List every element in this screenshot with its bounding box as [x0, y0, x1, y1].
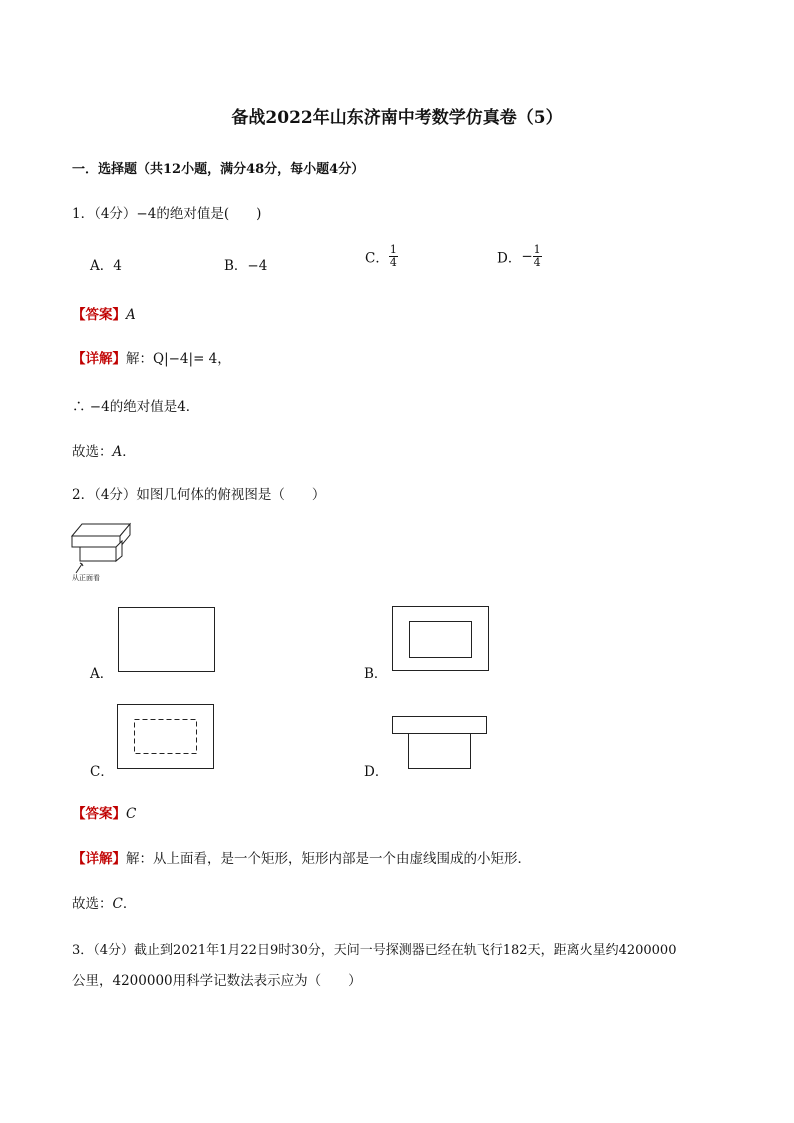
q2-detail — [72, 847, 531, 867]
q2-option-a-figure — [118, 607, 216, 673]
q1-option-a-text: 4 — [113, 258, 122, 274]
q1-option-d-numerator: 1 — [533, 243, 541, 256]
q1-option-b — [224, 254, 267, 274]
q2-figure-caption: 从正面看 — [72, 574, 100, 582]
q1-choose-prefix: 故选： — [72, 444, 113, 460]
q2-detail-label: 【详解】 — [72, 851, 126, 867]
q1-option-d-denominator: 4 — [533, 256, 541, 269]
q1-detail — [72, 347, 231, 367]
q3-stem-line1: 3．（4分）截止到2021年1月22日9时30分，天问一号探测器已经在轨飞行182天，距离火星约4200000 — [72, 943, 677, 958]
q1-option-d-sign: − — [521, 248, 533, 265]
q2-solid-figure — [70, 521, 134, 581]
q1-option-b-text: −4 — [247, 258, 268, 274]
section-heading: 一．选择题（共12小题，满分48分，每小题4分） — [72, 162, 365, 177]
q2-option-d-label: D． — [364, 764, 389, 780]
q1-therefore: ∴ −4的绝对值是4． — [72, 399, 200, 415]
q1-option-c-label: C． — [365, 250, 389, 267]
q2-option-b-figure — [392, 606, 490, 672]
q1-stem: 1．（4分）−4的绝对值是( ) — [72, 206, 262, 222]
q2-option-d-figure — [392, 716, 490, 772]
q2-answer — [72, 802, 136, 822]
q1-option-c-fraction — [389, 244, 398, 269]
q2-option-c-label: C． — [90, 764, 114, 780]
q1-answer-label: 【答案】 — [72, 307, 126, 323]
q1-option-c-numerator: 1 — [389, 243, 397, 256]
page-title: 备战2022年山东济南中考数学仿真卷（5） — [231, 108, 563, 128]
q2-option-b-label: B． — [364, 666, 388, 682]
q1-choose — [72, 440, 136, 460]
q1-option-d-label: D． — [497, 250, 522, 267]
q2-stem: 2．（4分）如图几何体的俯视图是（ ） — [72, 487, 326, 503]
q1-choose-value: A — [112, 444, 123, 460]
q2-choose-prefix: 故选： — [72, 896, 113, 912]
q1-option-a — [90, 254, 122, 274]
q2-option-c-figure — [117, 704, 215, 770]
q2-choose-suffix: ． — [122, 896, 137, 912]
q2-choose-value: C — [112, 896, 123, 912]
q3-stem-line2: 公里，4200000用科学记数法表示应为（ ） — [72, 973, 362, 989]
q1-option-c-denominator: 4 — [389, 256, 397, 269]
q1-answer-value: A — [126, 307, 136, 323]
q1-detail-label: 【详解】 — [72, 351, 126, 367]
q2-answer-label: 【答案】 — [72, 806, 126, 822]
q1-choose-suffix: ． — [122, 444, 136, 460]
q2-choose — [72, 892, 136, 912]
q1-detail-text: 解：Q|−4|= 4， — [126, 351, 231, 367]
q2-option-a-label: A． — [90, 666, 114, 682]
q1-option-d-fraction — [533, 244, 542, 269]
q1-option-b-label: B． — [224, 258, 248, 274]
q2-answer-value: C — [126, 806, 137, 822]
q1-option-d — [497, 244, 542, 269]
q1-answer — [72, 303, 136, 323]
q1-option-c — [365, 244, 398, 269]
q2-detail-text: 解：从上面看，是一个矩形，矩形内部是一个由虚线围成的小矩形． — [126, 851, 531, 867]
q1-option-a-label: A． — [90, 258, 114, 274]
